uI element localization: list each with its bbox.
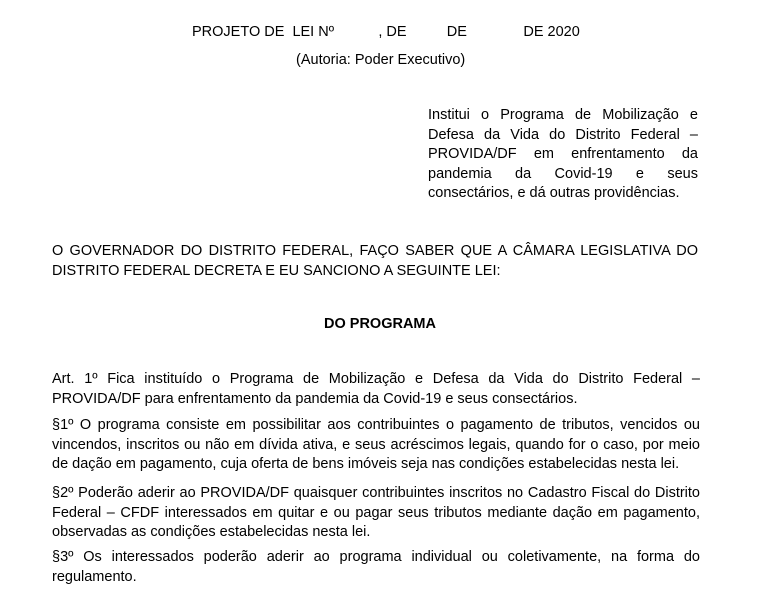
bill-summary: Institui o Programa de Mobilização e Defesa da Vida do Distrito Federal – PROVIDA/DF em enfrentamento da pandemia da Covid-19 e seus consectários, e dá outras providências.: [428, 107, 698, 201]
section-heading: DO PROGRAMA: [324, 316, 436, 332]
enacting-clause: O GOVERNADOR DO DISTRITO FEDERAL, FAÇO SABER QUE A CÂMARA LEGISLATIVA DO DISTRITO FEDERAL DECRETA E EU SANCIONO A SEGUINTE LEI:: [52, 243, 698, 279]
article-1-paragraph-1: §1º O programa consiste em possibilitar aos contribuintes o pagamento de tributos, vencidos ou vincendos, inscritos ou não em dívida ativa, e seus acréscimos legais, quando for o caso, por meio de dação em pagamento, cuja oferta de bens imóveis seja nas condições estabelecidas nesta lei.: [52, 417, 700, 472]
article-1-paragraph-3: §3º Os interessados poderão aderir ao programa individual ou coletivamente, na forma do regulamento.: [52, 549, 700, 585]
article-1-paragraph-2: §2º Poderão aderir ao PROVIDA/DF quaisquer contribuintes inscritos no Cadastro Fiscal do Distrito Federal – CFDF interessados em quitar e ou pagar seus tributos mediante dação em pagamento, observadas as condições estabelecidas nesta lei.: [52, 485, 700, 540]
article-1: Art. 1º Fica instituído o Programa de Mobilização e Defesa da Vida do Distrito Federal – PROVIDA/DF para enfrentamento da pandemia da Covid-19 e seus consectários.: [52, 371, 700, 407]
bill-authorship: (Autoria: Poder Executivo): [296, 52, 466, 68]
bill-title: PROJETO DE LEI Nº , DE DE DE 2020: [192, 24, 580, 40]
